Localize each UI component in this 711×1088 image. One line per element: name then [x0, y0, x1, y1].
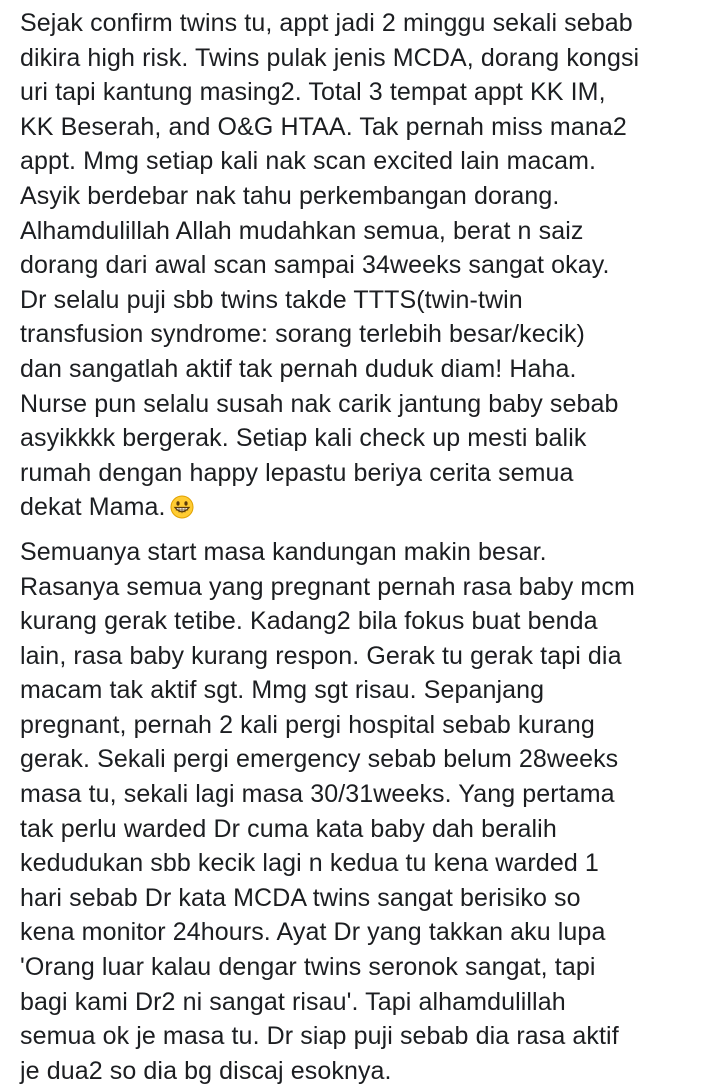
text-line: Alhamdulillah Allah mudahkan semua, berat n saiz: [20, 216, 584, 245]
text-line: dorang dari awal scan sampai 34weeks sangat okay.: [20, 251, 610, 280]
text-line: transfusion syndrome: sorang terlebih besar/kecik): [20, 320, 585, 349]
text-line: pregnant, pernah 2 kali pergi hospital sebab kurang: [20, 710, 595, 739]
text-line: gerak. Sekali pergi emergency sebab belum 28weeks: [20, 745, 619, 774]
text-line: Asyik berdebar nak tahu perkembangan dorang.: [20, 181, 560, 210]
text-line: macam tak aktif sgt. Mmg sgt risau. Sepanjang: [20, 676, 545, 705]
text-line: uri tapi kantung masing2. Total 3 tempat appt KK IM,: [20, 78, 606, 107]
paragraph-2: [20, 535, 699, 1088]
text-line: 'Orang luar kalau dengar twins seronok sangat, tapi: [20, 953, 596, 982]
text-line: dikira high risk. Twins pulak jenis MCDA, dorang kongsi: [20, 43, 640, 72]
text-line: Dr selalu puji sbb twins takde TTTS(twin-twin: [20, 285, 523, 314]
text-line: masa tu, sekali lagi masa 30/31weeks. Yang pertama: [20, 780, 615, 809]
text-line: kurang gerak tetibe. Kadang2 bila fokus buat benda: [20, 607, 598, 636]
text-line: Nurse pun selalu susah nak carik jantung baby sebab: [20, 389, 619, 418]
text-line: bagi kami Dr2 ni sangat risau'. Tapi alhamdulillah: [20, 987, 566, 1016]
paragraph-1: [20, 6, 699, 525]
text-line: kedudukan sbb kecik lagi n kedua tu kena warded 1: [20, 849, 599, 878]
text-line: Sejak confirm twins tu, appt jadi 2 minggu sekali sebab: [20, 9, 633, 37]
text-line: Rasanya semua yang pregnant pernah rasa baby mcm: [20, 572, 635, 601]
text-line: kena monitor 24hours. Ayat Dr yang takkan aku lupa: [20, 918, 606, 947]
text-line: dan sangatlah aktif tak pernah duduk diam! Haha.: [20, 354, 577, 383]
text-line: tak perlu warded Dr cuma kata baby dah beralih: [20, 814, 557, 843]
grinning-face-emoji-icon: [170, 495, 194, 519]
text-line: KK Beserah, and O&G HTAA. Tak pernah miss mana2: [20, 112, 627, 141]
text-line: semua ok je masa tu. Dr siap puji sebab dia rasa aktif: [20, 1022, 619, 1051]
text-line: dekat Mama.: [20, 493, 166, 522]
text-line-with-emoji: [20, 490, 699, 525]
text-line: rumah dengan happy lepastu beriya cerita semua: [20, 458, 574, 487]
text-line: appt. Mmg setiap kali nak scan excited lain macam.: [20, 147, 597, 176]
text-line: asyikkkk bergerak. Setiap kali check up mesti balik: [20, 424, 587, 453]
text-line: je dua2 so dia bg discaj esoknya.: [20, 1056, 392, 1085]
text-line: lain, rasa baby kurang respon. Gerak tu gerak tapi dia: [20, 641, 622, 670]
text-line: Semuanya start masa kandungan makin besar.: [20, 537, 547, 566]
text-line: hari sebab Dr kata MCDA twins sangat berisiko so: [20, 883, 581, 912]
